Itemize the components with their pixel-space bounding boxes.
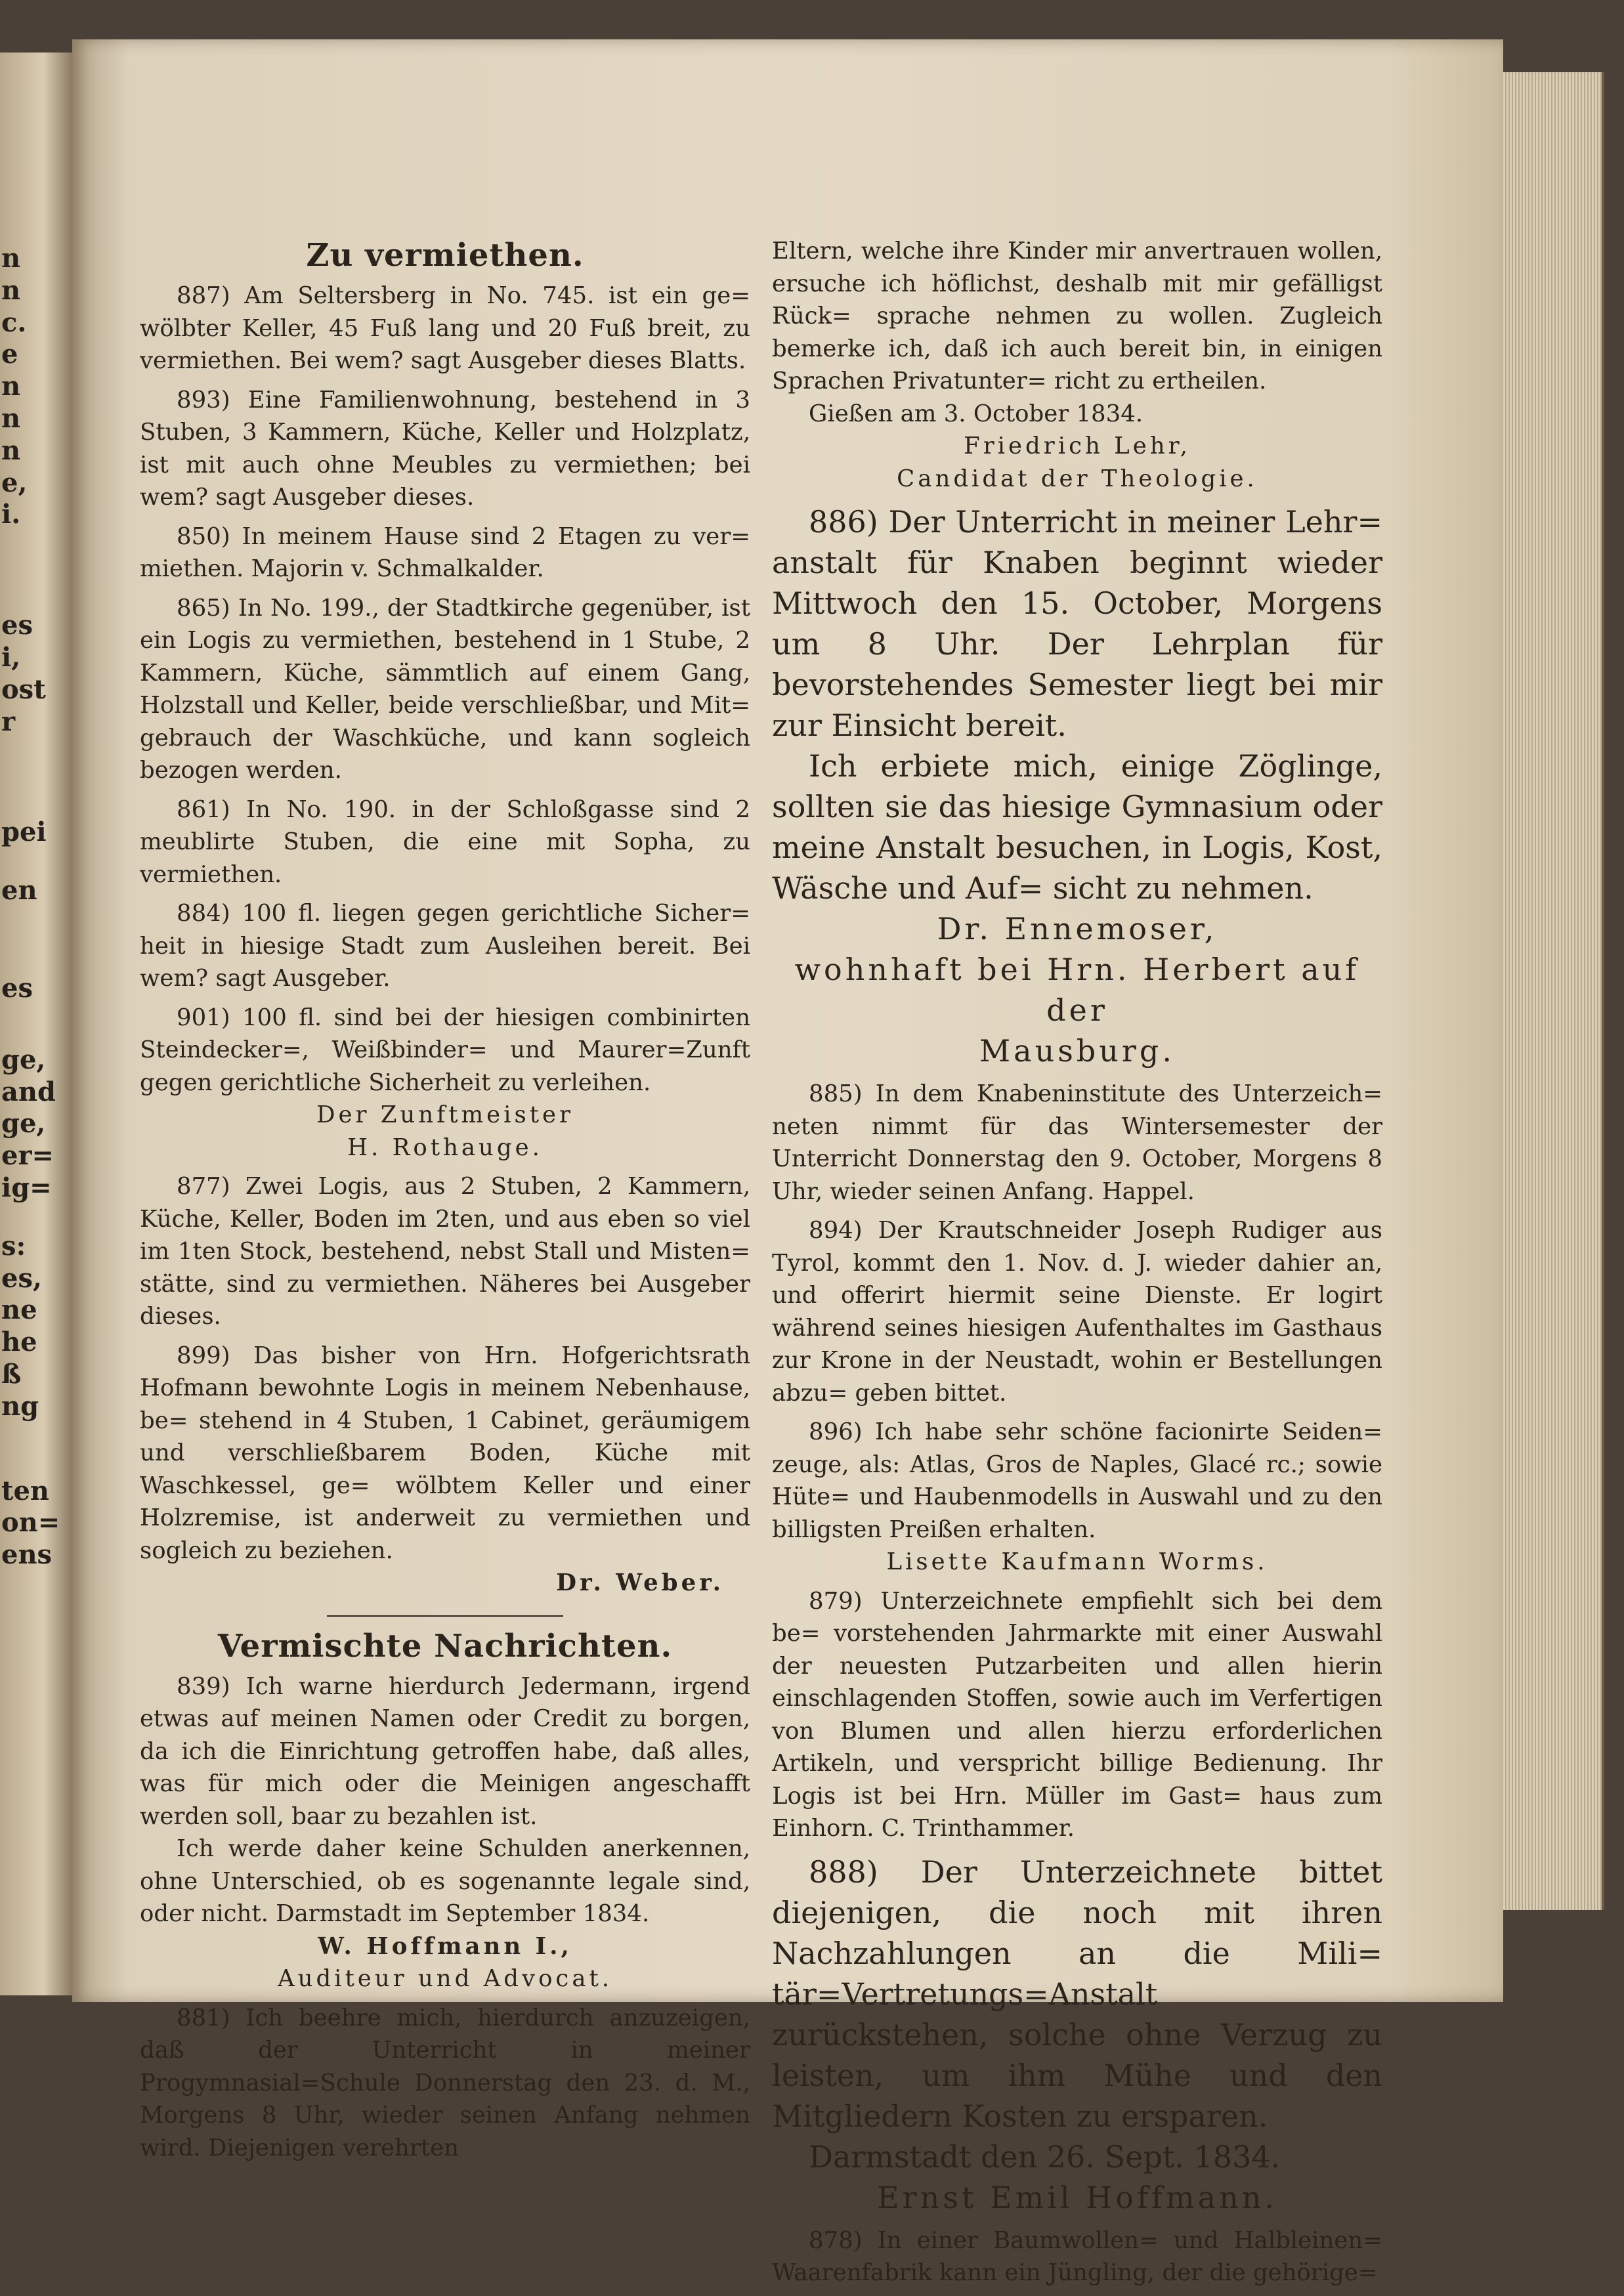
ad-893: 893) Eine Familienwohnung, bestehend in 3 Stuben, 3 Kammern, Küche, Keller und Holzplatz, ist mit auch ohne Meubles zu vermiethen; bei wem? sagt Ausgeber dieses. [140, 386, 750, 511]
ad-839: 839) Ich warne hierdurch Jedermann, irgend etwas auf meinen Namen oder Credit zu borgen, da ich die Einrichtung getroffen habe, daß alles, was für mich oder die Meinigen angeschafft werden soll, baar zu bezahlen ist. Ich werde daher keine Schulden anerkennen, ohne Unterschied, ob es sogenannte legale sind, oder nicht. Darmstadt im September 1834. W. Hoffmann I., Auditeur und Advocat. [140, 1670, 750, 1995]
ad-894: 894) Der Krautschneider Joseph Rudiger aus Tyrol, kommt den 1. Nov. d. J. wieder dahier an, und offerirt hiermit seine Dienste. Er logirt während seines hiesigen Aufenthaltes im Gasthaus zur Krone in der Neustadt, wohin er Bestellungen abzu= geben bittet. [772, 1217, 1382, 1407]
signature-title: Candidat der Theologie. [897, 465, 1258, 492]
ad-877: 877) Zwei Logis, aus 2 Stuben, 2 Kammern, Küche, Keller, Boden im 2ten, und aus eben so viel im 1ten Stock, bestehend, nebst Stall und Misten= stätte, sind zu vermiethen. Näheres bei Ausgeber dieses. [140, 1173, 750, 1330]
ad-884: 884) 100 fl. liegen gegen gerichtliche Sicher= heit in hiesige Stadt zum Ausleihen bereit. Bei wem? sagt Ausgeber. [140, 900, 750, 992]
ad-885: 885) In dem Knabeninstitute des Unterzeich= neten nimmt für das Wintersemester der Unterricht Donnerstag den 9. October, Morgens 8 Uhr, wieder seinen Anfang. Happel. [772, 1080, 1382, 1205]
ad-888: 888) Der Unterzeichnete bittet diejenigen, die noch mit ihren Nachzahlungen an die Mili= tär=Vertretungs=Anstalt zurückstehen, solche ohne Verzug zu leisten, um ihm Mühe und den Mitgliedern Kosten zu ersparen. Darmstadt den 26. Sept. 1834. Ernst Emil Hoffmann. [772, 1852, 1382, 2218]
signature-title: Auditeur und Advocat. [277, 1965, 613, 1992]
heading-vermischte-nachrichten: Vermischte Nachrichten. [217, 1627, 673, 1665]
ad-887: 887) Am Seltersberg in No. 745. ist ein ge= wölbter Keller, 45 Fuß lang und 20 Fuß breit, zu vermiethen. Bei wem? sagt Ausgeber dieses Blatts. [140, 282, 750, 374]
ad-881-continued: Eltern, welche ihre Kinder mir anvertrauen wollen, ersuche ich höflichst, deshalb mit mir gefälligst Rück= sprache nehmen zu wollen. Zugleich bemerke ich, daß ich auch bereit bin, in einigen Sprachen Privatunter= richt zu ertheilen. Gießen am 3. October 1834. Friedrich Lehr, Candidat der Theologie. [772, 235, 1382, 495]
signature-name: Dr. Weber. [556, 1569, 724, 1596]
signature-name: W. Hoffmann I., [318, 1932, 572, 1960]
signature-name: Dr. Ennemoser, [937, 911, 1218, 946]
heading-zu-vermiethen: Zu vermiethen. [306, 237, 584, 274]
ad-901: 901) 100 fl. sind bei der hiesigen combinirten Steindecker=, Weißbinder= und Maurer=Zunft gegen gerichtliche Sicherheit zu verleihen. Der Zunftmeister H. Rothauge. [140, 1002, 750, 1164]
left-column [140, 235, 750, 2171]
ad-886: 886) Der Unterricht in meiner Lehr= anstalt für Knaben beginnt wieder Mittwoch den 15. October, Morgens um 8 Uhr. Der Lehrplan für bevorstehendes Semester liegt bei mir zur Einsicht bereit. Ich erbiete mich, einige Zöglinge, sollten sie das hiesige Gymnasium oder meine Anstalt besuchen, in Logis, Kost, Wäsche und Auf= sicht zu nehmen. Dr. Ennemoser, wohnhaft bei Hrn. Herbert auf der Mausburg. [772, 501, 1382, 1071]
left-page-edge [0, 53, 72, 1995]
right-column [772, 235, 1382, 2296]
signature-name: H. Rothauge. [347, 1134, 543, 1161]
left-page-fragments: n n c. e n n n e, i. es i, ost r pei en es ge, and ge, er= ig= s: es, ne he ß ng ten on= ens [1, 243, 60, 1571]
page-stack-edges [1503, 72, 1604, 1910]
signature-line: Der Zunftmeister [316, 1101, 574, 1128]
ad-878: 878) In einer Baumwollen= und Halbleinen= Waarenfabrik kann ein Jüngling, der die gehörige= [772, 2226, 1382, 2286]
signature-address: Mausburg. [979, 1033, 1175, 1069]
ad-861: 861) In No. 190. in der Schloßgasse sind 2 meublirte Stuben, die eine mit Sopha, zu vermiethen. [140, 796, 750, 888]
signature-name: Ernst Emil Hoffmann. [877, 2179, 1277, 2215]
ad-879: 879) Unterzeichnete empfiehlt sich bei dem be= vorstehenden Jahrmarkte mit einer Auswahl der neuesten Putzarbeiten und allen hierin einschlagenden Stoffen, sowie auch im Verfertigen von Blumen und allen hierzu erforderlichen Artikeln, und verspricht billige Bedienung. Ihr Logis ist bei Hrn. Müller im Gast= haus zum Einhorn. C. Trinthammer. [772, 1587, 1382, 1842]
signature-name: Lisette Kaufmann Worms. [886, 1548, 1268, 1575]
ad-865: 865) In No. 199., der Stadtkirche gegenüber, ist ein Logis zu vermiethen, bestehend in 1 Stube, 2 Kammern, Küche, sämmtlich auf einem Gang, Holzstall und Keller, beide verschließbar, und Mit= gebrauch der Waschküche, und kann sogleich bezogen werden. [140, 594, 750, 784]
ad-881: 881) Ich beehre mich, hierdurch anzuzeigen, daß der Unterricht in meiner Progymnasial=Schule Donnerstag den 23. d. M., Morgens 8 Uhr, wieder seinen Anfang nehmen wird. Diejenigen verehrten [140, 2004, 750, 2161]
signature-name: Friedrich Lehr, [964, 433, 1191, 459]
ad-850: 850) In meinem Hause sind 2 Etagen zu ver= miethen. Majorin v. Schmalkalder. [140, 522, 750, 582]
signature-address: wohnhaft bei Hrn. Herbert auf der [794, 952, 1360, 1028]
section-divider [327, 1615, 563, 1617]
place-date: Gießen am 3. October 1834. [809, 400, 1143, 427]
place-date: Darmstadt den 26. Sept. 1834. [809, 2138, 1281, 2175]
ad-896: 896) Ich habe sehr schöne facionirte Seiden= zeuge, als: Atlas, Gros de Naples, Glacé rc.; sowie Hüte= und Haubenmodells in Auswahl und zu den billigsten Preißen erhalten. Lisette Kaufmann Worms. [772, 1416, 1382, 1579]
ad-899: 899) Das bisher von Hrn. Hofgerichtsrath Hofmann bewohnte Logis in meinem Nebenhause, be= stehend in 4 Stuben, 1 Cabinet, geräumigem und verschließbarem Boden, Küche mit Waschkessel, ge= wölbtem Keller und einer Holzremise, ist anderweit zu vermiethen und sogleich zu beziehen. Dr. Weber. [140, 1340, 750, 1600]
